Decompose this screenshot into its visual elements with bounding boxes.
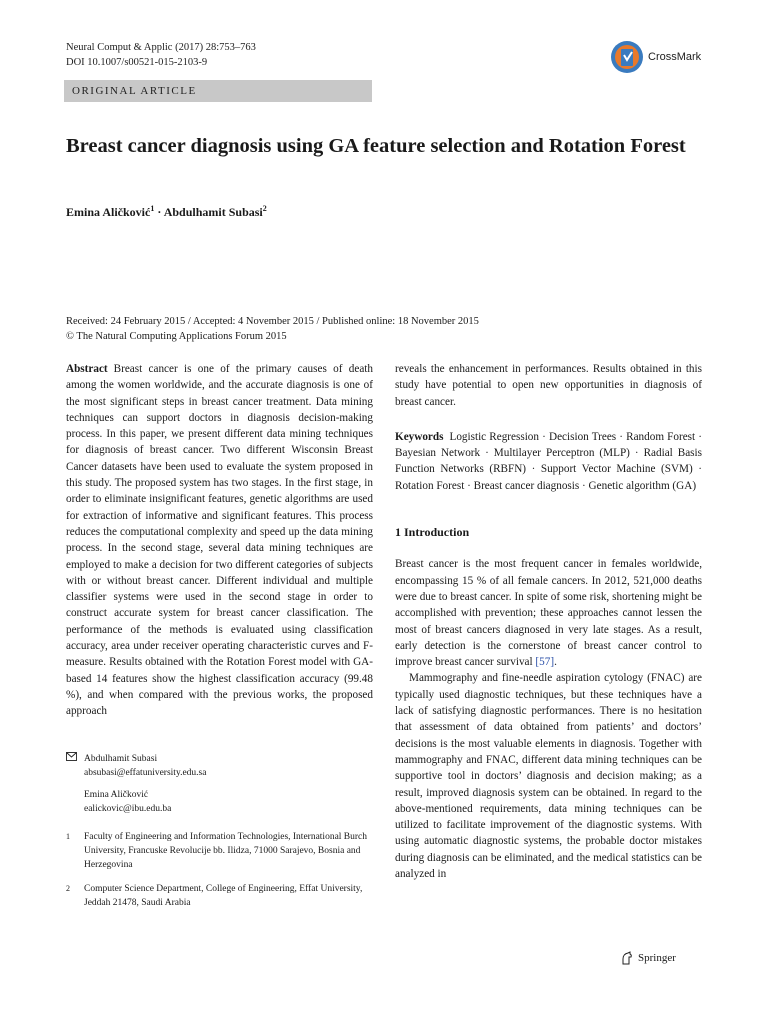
author-affil-sup: 1 bbox=[150, 204, 155, 213]
intro-paragraph bbox=[395, 556, 702, 670]
intro-text-end: . bbox=[554, 656, 557, 669]
correspondence-block bbox=[66, 752, 373, 910]
corr-email[interactable]: absubasi@effatuniversity.edu.sa bbox=[84, 768, 207, 778]
affiliation bbox=[66, 830, 373, 872]
abstract-text: Breast cancer is one of the primary causes of death among the women worldwide, and the accurate diagnosis is one of the most significant steps in breast cancer treatment. Data mining techniques can support doctors in diagnosis decision-making process. In this paper, we present different data mining techniques for diagnosis of breast cancer. Two different Wisconsin Breast Cancer datasets have been used to evaluate the system proposed in this study. The proposed system has two stages. In the first stage, in order to eliminate insignificant features, genetic algorithms are used for extraction of informative and significant features. This process reduces the computational complexity and speed up the data mining process. In the second stage, several data mining techniques are employed to make a decision for two different categories of subjects with or without breast cancer. Different individual and multiple classifier systems were used in the second stage in order to construct accurate system for breast cancer classification. The performance of the methods is evaluated using classification accuracy, area under receiver operating characteristic curves and F-measure. Results obtained with the Rotation Forest model with GA-based 14 features show the highest classification accuracy (99.48 %), and when compared with the previous works, the proposed approach bbox=[66, 363, 373, 718]
journal-line: Neural Comput & Applic (2017) 28:753–763 bbox=[66, 42, 256, 53]
journal-meta bbox=[66, 40, 256, 70]
springer-horse-icon bbox=[620, 951, 634, 965]
copyright-line: © The Natural Computing Applications Forum 2015 bbox=[66, 331, 287, 342]
corr-name: Abdulhamit Subasi bbox=[84, 754, 158, 764]
citation-link[interactable]: [57] bbox=[535, 656, 555, 669]
crossmark-icon bbox=[610, 40, 644, 74]
envelope-icon bbox=[66, 752, 84, 816]
affiliation bbox=[66, 882, 373, 910]
doi-line[interactable]: DOI 10.1007/s00521-015-2103-9 bbox=[66, 57, 208, 68]
intro-paragraph: Mammography and fine-needle aspiration cytology (FNAC) are typically used diagnostic techniques, but these techniques have a lack of satisfying diagnostic performances. There is no hesitation that assessment of data obtained from patients’ and doctors’ decisions is the most valuable elements in diagnosis. Together with mammography and FNAC, different data mining techniques can be supportive tool in doctors’ diagnosis and decision making; as a result, improved diagnosis system can be obtained. In regard to the above-mentioned requirements, data mining techniques can be utilized to facilitate improvement of the diagnostic systems. With using automatic diagnostic systems, the probable doctor mistakes during diagnosis can be eliminated, and the medical statistics can be analyzed in bbox=[395, 672, 702, 881]
author-separator: · bbox=[157, 205, 162, 219]
affiliation-text: Computer Science Department, College of Engineering, Effat University, Jeddah 21478, Saudi Arabia bbox=[84, 884, 363, 908]
corr-name: Emina Aličković bbox=[84, 790, 149, 800]
section-heading: 1 Introduction bbox=[395, 525, 470, 540]
publisher-footer bbox=[620, 951, 676, 965]
crossmark-label: CrossMark bbox=[648, 51, 702, 63]
author-affil-sup: 2 bbox=[262, 204, 267, 213]
keywords-label: Keywords bbox=[395, 430, 444, 443]
right-column bbox=[395, 361, 702, 882]
author-list bbox=[66, 204, 267, 220]
abstract-label: Abstract bbox=[66, 363, 108, 375]
corr-email[interactable]: ealickovic@ibu.edu.ba bbox=[84, 804, 172, 814]
affiliation-text: Faculty of Engineering and Information Technologies, International Burch University, Francuske Revolucije bb. Ilidza, 71000 Sarajevo, Bosnia and Herzegovina bbox=[84, 832, 368, 870]
keywords-paragraph bbox=[395, 429, 702, 494]
intro-text: Breast cancer is the most frequent cancer in females worldwide, encompassing 15 % of all female cancers. In 2012, 521,000 deaths were due to breast cancer. In spite of some risk, shortening might be accomplished with prevention; these approaches cannot lessen the most of breast cancers diagnosed in very late stages. As a result, early detection is the cornerstone of breast cancer control to improve breast cancer survival bbox=[395, 558, 702, 669]
left-column bbox=[66, 361, 373, 720]
abstract-paragraph bbox=[66, 361, 373, 720]
crossmark-badge[interactable] bbox=[610, 40, 720, 74]
publisher-name: Springer bbox=[638, 952, 676, 964]
correspondence-author bbox=[66, 752, 373, 816]
affiliation-number: 2 bbox=[66, 884, 70, 893]
keywords-text: Logistic Regression · Decision Trees · Random Forest · Bayesian Network · Multilayer Perceptron (MLP) · Radial Basis Function Networks (RBFN) · Support Vector Machine (SVM) · Rotation Forest · Breast cancer diagnosis · Genetic algorithm (GA) bbox=[395, 430, 702, 492]
paper-title: Breast cancer diagnosis using GA feature selection and Rotation Forest bbox=[66, 135, 686, 157]
author-name[interactable]: Emina Aličković bbox=[66, 205, 151, 219]
dates-line: Received: 24 February 2015 / Accepted: 4 November 2015 / Published online: 18 November 2015 bbox=[66, 316, 479, 327]
article-type-banner: ORIGINAL ARTICLE bbox=[64, 80, 372, 102]
author-name[interactable]: Abdulhamit Subasi bbox=[163, 205, 263, 219]
abstract-continuation: reveals the enhancement in performances. Results obtained in this study have potential to open new opportunities in diagnosis of breast cancer. bbox=[395, 363, 702, 408]
affiliation-number: 1 bbox=[66, 832, 70, 841]
publication-dates bbox=[66, 314, 706, 344]
